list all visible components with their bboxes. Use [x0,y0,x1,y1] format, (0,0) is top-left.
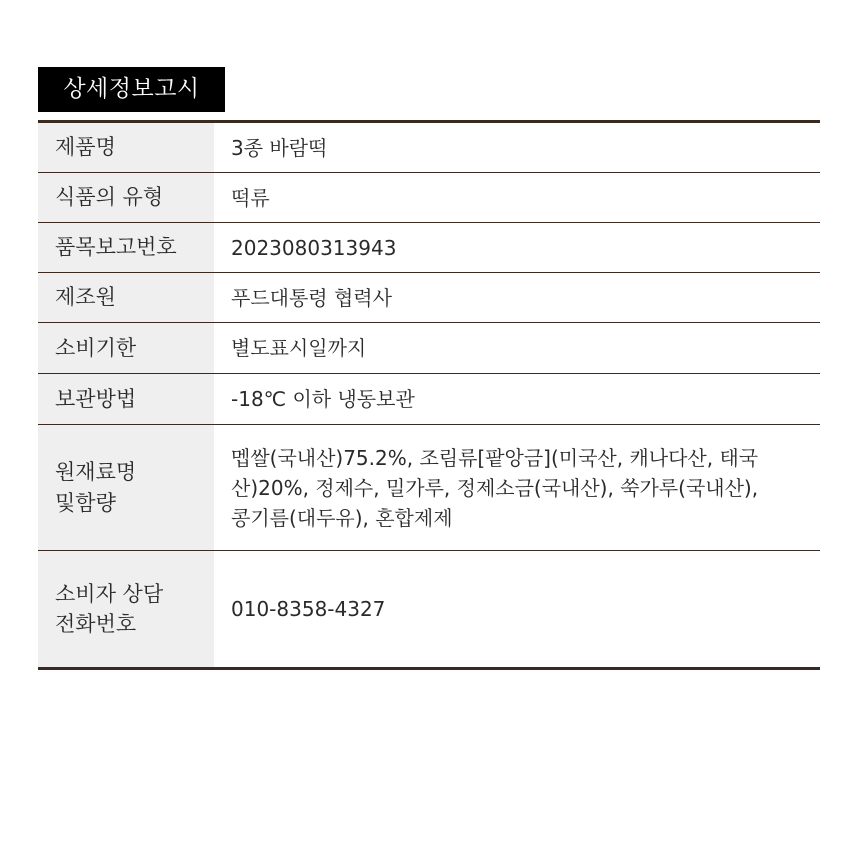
table-row-customer-service [38,551,820,667]
product-info-table [38,120,820,670]
row-label: 식품의 유형 [38,173,214,222]
row-label: 제조원 [38,273,214,322]
section-title: 상세정보고시 [38,67,225,112]
row-value: 별도표시일까지 [231,336,367,360]
row-value: 푸드대통령 협력사 [231,285,392,310]
row-value: 멥쌀(국내산)75.2%, 조림류[팥앙금](미국산, 캐나다산, 태국 산)20%, 정제수, 밀가루, 정제소금(국내산), 쑥가루(국내산), 콩기름(대두유), 혼합제제 [231,445,759,530]
row-label: 보관방법 [38,374,214,424]
row-value: 010-8358-4327 [231,597,386,621]
row-label: 품목보고번호 [38,223,214,272]
row-label: 원재료명 및함량 [38,425,214,550]
table-row-storage [38,374,820,425]
row-value: 2023080313943 [231,235,397,260]
row-value: 3종 바람떡 [231,135,328,160]
table-row-manufacturer [38,273,820,323]
table-row-food-type [38,173,820,223]
row-value: -18℃ 이하 냉동보관 [231,387,415,411]
table-row-report-number [38,223,820,273]
row-value: 떡류 [231,185,270,210]
table-row-ingredients [38,425,820,551]
table-row-product-name [38,123,820,173]
row-label: 소비기한 [38,323,214,373]
row-label: 소비자 상담 전화번호 [38,551,214,667]
row-label: 제품명 [38,123,214,172]
table-row-expiry [38,323,820,374]
